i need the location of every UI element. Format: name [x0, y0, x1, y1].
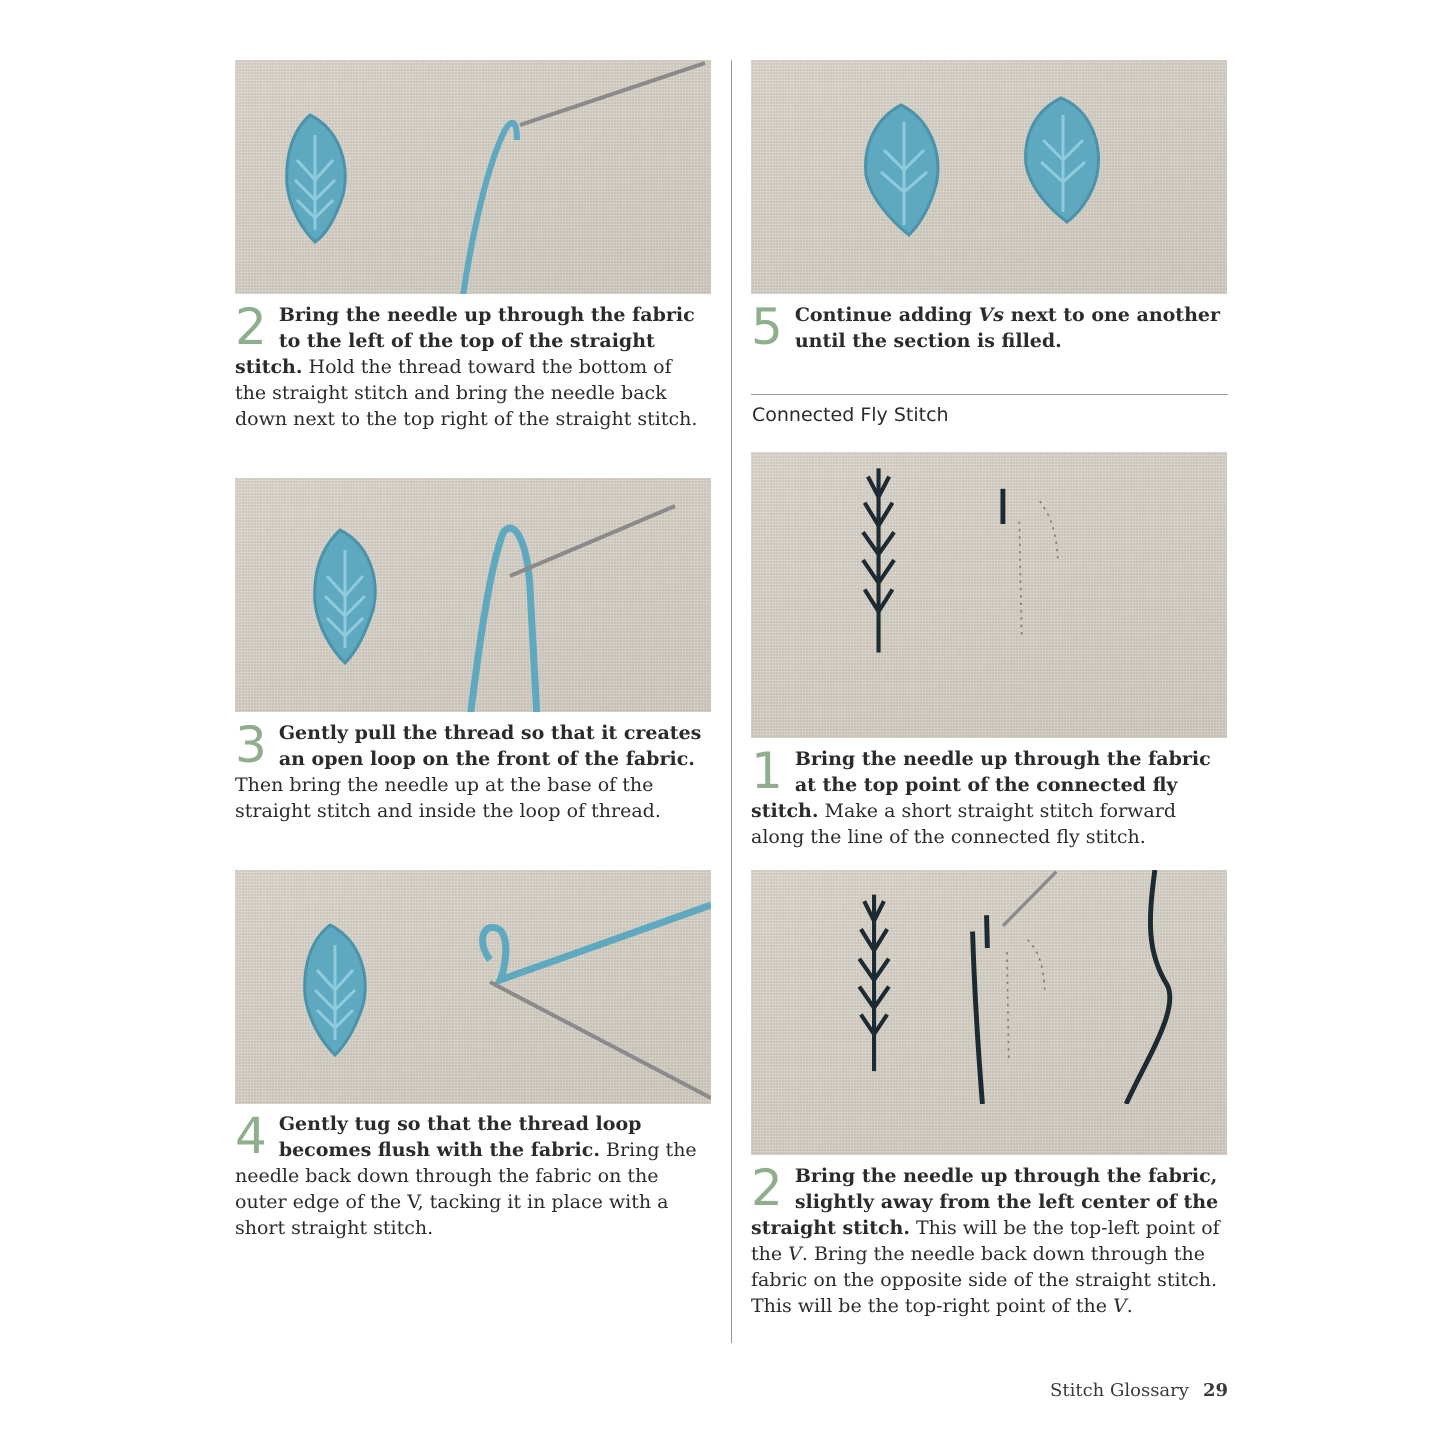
step-bold-text: Bring the needle up through the fabric to the left of the top of the straight stitch. — [235, 304, 695, 378]
step-bold-text: Bring the needle up through the fabric, slightly away from the left center of the straight stitch. — [751, 1165, 1219, 1239]
page-footer — [1050, 1380, 1228, 1401]
step-number: 2 — [235, 298, 267, 356]
section-divider — [751, 394, 1228, 395]
bold-italic-part: Vs — [978, 304, 1005, 326]
step-bold-text: Gently pull the thread so that it creates an open loop on the front of the fabric. — [278, 722, 702, 770]
step-text: Bring the needle back down through the fabric on the outer edge of the V, tacking it in place with a short straight stitch. — [235, 1139, 697, 1239]
bold-part-b: next to one another until the section is filled. — [794, 304, 1220, 352]
page-number: 29 — [1202, 1380, 1228, 1401]
step-number: 5 — [751, 298, 783, 356]
step-number: 4 — [235, 1107, 267, 1165]
step-text: Hold the thread toward the bottom of the straight stitch and bring the needle back down next to the top right of the straight stitch. — [235, 356, 698, 430]
step-1-right — [751, 742, 1221, 850]
photo-connected-fly-step-1 — [751, 452, 1227, 738]
step-bold-text: Gently tug so that the thread loop becomes flush with the fabric. — [278, 1113, 642, 1161]
section-heading: Connected Fly Stitch — [752, 404, 949, 426]
step-number: 3 — [235, 716, 267, 774]
photo-step-5 — [751, 60, 1227, 294]
photo-step-2-left — [235, 60, 711, 294]
italic-v-a: V — [788, 1243, 802, 1265]
bold-part-a: Continue adding — [794, 304, 979, 326]
step-2-left — [235, 298, 705, 432]
column-divider — [731, 60, 732, 1343]
step-text-b: . Bring the needle back down through the fabric on the opposite side of the straight stitch. This will be the top-right point of the — [751, 1243, 1218, 1317]
step-text: Then bring the needle up at the base of the straight stitch and inside the loop of thread. — [235, 774, 661, 822]
step-text: Make a short straight stitch forward along the line of the connected fly stitch. — [751, 800, 1176, 848]
footer-section: Stitch Glossary — [1050, 1380, 1189, 1401]
step-2-right — [751, 1159, 1221, 1319]
step-5 — [751, 298, 1221, 356]
step-4 — [235, 1107, 705, 1241]
photo-step-3 — [235, 478, 711, 712]
step-bold-text — [795, 304, 1220, 352]
step-number: 2 — [751, 1159, 783, 1217]
step-bold-text: Bring the needle up through the fabric at the top point of the connected fly stitch. — [751, 748, 1211, 822]
photo-connected-fly-step-2 — [751, 870, 1227, 1155]
italic-v-b: V — [1113, 1295, 1127, 1317]
step-text-a: This will be the top-left point of the — [751, 1217, 1220, 1265]
photo-step-4 — [235, 870, 711, 1104]
step-text-c: . — [1126, 1295, 1133, 1317]
step-number: 1 — [751, 742, 783, 800]
step-3 — [235, 716, 705, 824]
